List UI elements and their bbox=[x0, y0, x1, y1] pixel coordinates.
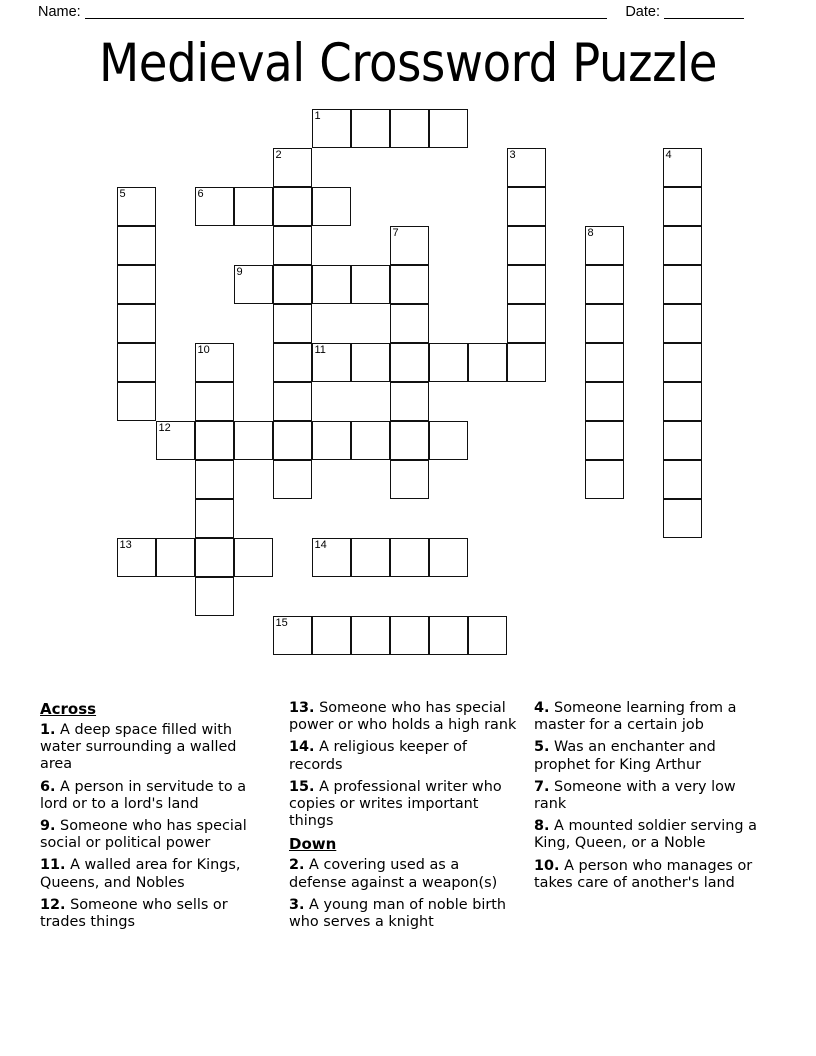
clue-text: Someone who has special social or political power bbox=[40, 818, 247, 852]
clue-text: A person who manages or takes care of another's land bbox=[534, 857, 753, 891]
grid-cell[interactable] bbox=[663, 499, 702, 538]
grid-cell[interactable] bbox=[195, 343, 234, 382]
grid-cell[interactable] bbox=[156, 421, 195, 460]
grid-cell[interactable] bbox=[663, 226, 702, 265]
grid-cell[interactable] bbox=[507, 265, 546, 304]
clue-number: 9. bbox=[40, 818, 56, 835]
grid-cell[interactable] bbox=[390, 304, 429, 343]
grid-cell[interactable] bbox=[117, 382, 156, 421]
clue-down-7 bbox=[534, 779, 763, 813]
grid-cell[interactable] bbox=[195, 382, 234, 421]
grid-cell-number: 7 bbox=[392, 227, 399, 239]
grid-cell[interactable] bbox=[429, 616, 468, 655]
down-heading: Down bbox=[289, 835, 337, 854]
clue-number: 14. bbox=[289, 739, 315, 756]
grid-cell[interactable] bbox=[195, 421, 234, 460]
grid-cell-number: 11 bbox=[314, 344, 326, 356]
grid-cell-number: 6 bbox=[197, 188, 204, 200]
grid-cell[interactable] bbox=[234, 187, 273, 226]
grid-cell[interactable] bbox=[663, 421, 702, 460]
grid-cell[interactable] bbox=[156, 538, 195, 577]
clue-text: Was an enchanter and prophet for King Arthur bbox=[534, 739, 716, 773]
clue-text: Someone who sells or trades things bbox=[40, 896, 228, 931]
grid-cell[interactable] bbox=[273, 226, 312, 265]
grid-cell[interactable] bbox=[195, 577, 234, 616]
clue-across-1 bbox=[40, 722, 273, 774]
grid-cell[interactable] bbox=[390, 460, 429, 499]
grid-cell-number: 2 bbox=[275, 149, 282, 161]
grid-cell[interactable] bbox=[468, 343, 507, 382]
clue-number: 4. bbox=[534, 700, 550, 716]
grid-cell[interactable] bbox=[585, 421, 624, 460]
clue-down-4 bbox=[534, 700, 763, 734]
clue-down-5 bbox=[534, 739, 763, 773]
grid-cell[interactable] bbox=[312, 265, 351, 304]
grid-cell[interactable] bbox=[273, 187, 312, 226]
grid-cell[interactable] bbox=[273, 265, 312, 304]
grid-cell[interactable] bbox=[663, 148, 702, 187]
grid-cell[interactable] bbox=[507, 226, 546, 265]
clue-across-14 bbox=[289, 739, 518, 773]
grid-cell[interactable] bbox=[117, 226, 156, 265]
grid-cell[interactable] bbox=[429, 343, 468, 382]
grid-cell[interactable] bbox=[429, 421, 468, 460]
grid-cell[interactable] bbox=[312, 421, 351, 460]
grid-cell[interactable] bbox=[663, 343, 702, 382]
date-label: Date: bbox=[625, 4, 660, 20]
grid-cell-number: 15 bbox=[275, 617, 288, 629]
grid-cell-number: 9 bbox=[236, 266, 243, 278]
clue-number: 1. bbox=[40, 722, 56, 738]
clue-number: 6. bbox=[40, 778, 56, 795]
grid-cell[interactable] bbox=[585, 304, 624, 343]
grid-cell[interactable] bbox=[273, 148, 312, 187]
clue-text: A mounted soldier serving a King, Queen, or a Noble bbox=[534, 818, 757, 852]
grid-cell[interactable] bbox=[117, 187, 156, 226]
grid-cell[interactable] bbox=[273, 460, 312, 499]
clue-text: A deep space filled with water surrounding a walled area bbox=[40, 722, 237, 773]
grid-cell[interactable] bbox=[351, 538, 390, 577]
grid-cell[interactable] bbox=[273, 421, 312, 460]
grid-cell[interactable] bbox=[663, 265, 702, 304]
clue-down-3 bbox=[289, 897, 518, 931]
grid-cell[interactable] bbox=[429, 109, 468, 148]
grid-cell[interactable] bbox=[429, 538, 468, 577]
grid-cell[interactable] bbox=[351, 421, 390, 460]
clue-number: 12. bbox=[40, 896, 66, 913]
grid-cell[interactable] bbox=[390, 538, 429, 577]
grid-cell-number: 4 bbox=[665, 149, 672, 161]
grid-cell-number: 1 bbox=[314, 110, 321, 122]
clue-lists bbox=[40, 700, 776, 936]
clue-across-12 bbox=[40, 897, 273, 931]
clue-text: A professional writer who copies or writes important things bbox=[289, 778, 502, 830]
grid-cell[interactable] bbox=[117, 304, 156, 343]
grid-cell[interactable] bbox=[117, 265, 156, 304]
grid-cell[interactable] bbox=[234, 538, 273, 577]
grid-cell[interactable] bbox=[507, 343, 546, 382]
grid-cell[interactable] bbox=[195, 538, 234, 577]
grid-cell[interactable] bbox=[585, 460, 624, 499]
grid-cell[interactable] bbox=[390, 382, 429, 421]
grid-cell[interactable] bbox=[312, 616, 351, 655]
clue-text: Someone who has special power or who holds a high rank bbox=[289, 700, 517, 734]
grid-cell[interactable] bbox=[585, 265, 624, 304]
clue-number: 2. bbox=[289, 857, 305, 874]
clue-number: 10. bbox=[534, 857, 560, 874]
grid-cell[interactable] bbox=[390, 421, 429, 460]
clue-number: 11. bbox=[40, 857, 66, 874]
clue-column-3 bbox=[530, 700, 775, 936]
grid-cell[interactable] bbox=[312, 538, 351, 577]
grid-cell[interactable] bbox=[507, 304, 546, 343]
grid-cell[interactable] bbox=[273, 304, 312, 343]
grid-cell[interactable] bbox=[468, 616, 507, 655]
clue-down-10 bbox=[534, 858, 763, 892]
grid-cell[interactable] bbox=[390, 343, 429, 382]
grid-cell[interactable] bbox=[195, 499, 234, 538]
grid-cell[interactable] bbox=[507, 148, 546, 187]
clue-number: 13. bbox=[289, 700, 315, 716]
clue-text: A religious keeper of records bbox=[289, 739, 467, 773]
grid-cell-number: 10 bbox=[197, 344, 210, 356]
grid-cell[interactable] bbox=[351, 109, 390, 148]
clue-across-13 bbox=[289, 700, 518, 734]
grid-cell[interactable] bbox=[390, 616, 429, 655]
clue-down-8 bbox=[534, 818, 763, 852]
grid-cell[interactable] bbox=[585, 382, 624, 421]
page-title: Medieval Crossword Puzzle bbox=[99, 33, 717, 94]
across-heading: Across bbox=[40, 700, 97, 718]
grid-cell[interactable] bbox=[390, 226, 429, 265]
grid-cell-number: 12 bbox=[158, 422, 171, 434]
clue-column-2 bbox=[285, 700, 530, 936]
grid-cell[interactable] bbox=[195, 187, 234, 226]
grid-cell[interactable] bbox=[351, 343, 390, 382]
grid-cell[interactable] bbox=[663, 187, 702, 226]
grid-cell[interactable] bbox=[390, 265, 429, 304]
grid-cell[interactable] bbox=[585, 226, 624, 265]
grid-cell[interactable] bbox=[234, 421, 273, 460]
clue-number: 5. bbox=[534, 739, 550, 756]
grid-cell[interactable] bbox=[312, 109, 351, 148]
name-label: Name: bbox=[38, 4, 81, 20]
grid-cell[interactable] bbox=[234, 265, 273, 304]
clue-number: 3. bbox=[289, 896, 305, 913]
grid-cell-number: 5 bbox=[119, 188, 126, 200]
grid-cell[interactable] bbox=[507, 187, 546, 226]
grid-cell-number: 3 bbox=[509, 149, 516, 161]
clue-text: A young man of noble birth who serves a knight bbox=[289, 896, 507, 931]
grid-cell[interactable] bbox=[663, 460, 702, 499]
grid-cell[interactable] bbox=[663, 304, 702, 343]
grid-cell[interactable] bbox=[351, 265, 390, 304]
clue-number: 15. bbox=[289, 778, 315, 795]
grid-cell[interactable] bbox=[117, 343, 156, 382]
grid-cell[interactable] bbox=[663, 382, 702, 421]
grid-cell[interactable] bbox=[312, 343, 351, 382]
clue-column-1 bbox=[40, 700, 285, 936]
clue-text: A walled area for Kings, Queens, and Nobles bbox=[40, 857, 241, 891]
clue-down-2 bbox=[289, 857, 518, 891]
clue-text: Someone with a very low rank bbox=[534, 778, 736, 813]
grid-cell[interactable] bbox=[273, 382, 312, 421]
grid-cell-number: 13 bbox=[119, 539, 132, 551]
clue-across-15 bbox=[289, 779, 518, 831]
clue-number: 7. bbox=[534, 778, 550, 795]
clue-text: A person in servitude to a lord or to a lord's land bbox=[40, 778, 247, 812]
grid-cell[interactable] bbox=[117, 538, 156, 577]
clue-across-9 bbox=[40, 818, 273, 852]
grid-cell-number: 14 bbox=[314, 539, 327, 551]
clue-across-11 bbox=[40, 857, 273, 891]
grid-cell[interactable] bbox=[390, 109, 429, 148]
clue-text: A covering used as a defense against a weapon(s) bbox=[289, 857, 498, 891]
grid-cell[interactable] bbox=[351, 616, 390, 655]
clue-number: 8. bbox=[534, 818, 550, 835]
clue-across-6 bbox=[40, 779, 273, 813]
grid-cell-number: 8 bbox=[587, 227, 594, 239]
grid-cell[interactable] bbox=[585, 343, 624, 382]
grid-cell[interactable] bbox=[195, 460, 234, 499]
grid-cell[interactable] bbox=[273, 343, 312, 382]
grid-cell[interactable] bbox=[273, 616, 312, 655]
grid-cell[interactable] bbox=[312, 187, 351, 226]
clue-text: Someone learning from a master for a certain job bbox=[534, 700, 737, 734]
